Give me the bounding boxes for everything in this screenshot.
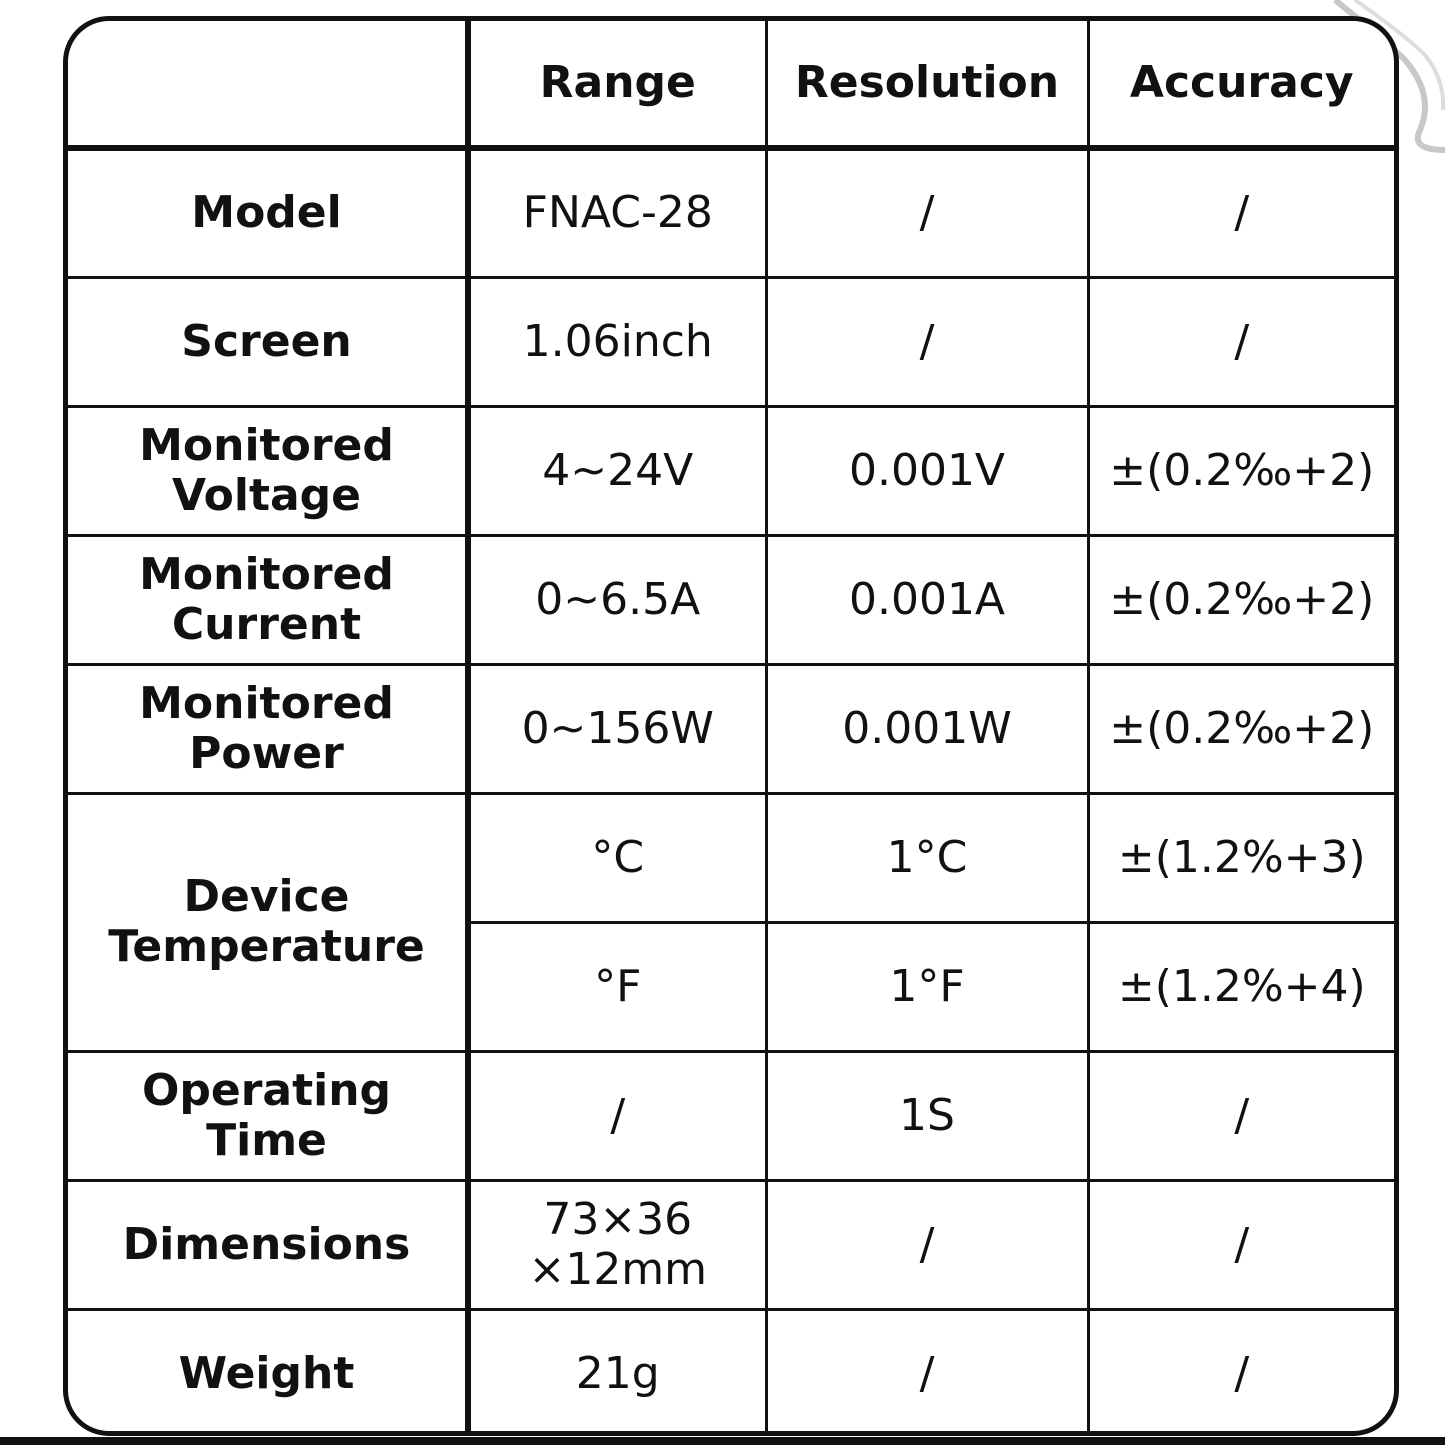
resolution-temperature-f: 1°F bbox=[766, 922, 1088, 1051]
range-line: / bbox=[610, 1089, 626, 1141]
range-voltage bbox=[468, 406, 766, 535]
accuracy-voltage: ±(0.2‰+2) bbox=[1088, 406, 1394, 535]
range-line: 73×36 bbox=[543, 1193, 693, 1245]
header-row bbox=[68, 21, 1394, 148]
row-screen bbox=[68, 277, 1394, 406]
row-model bbox=[68, 148, 1394, 277]
resolution-weight: / bbox=[766, 1309, 1088, 1436]
range-line: FNAC-28 bbox=[522, 187, 713, 239]
label-weight bbox=[68, 1309, 468, 1436]
label-line: Monitored bbox=[139, 677, 394, 729]
label-line: Screen bbox=[181, 315, 352, 367]
range-line: 1.06inch bbox=[522, 315, 713, 367]
label-current bbox=[68, 535, 468, 664]
resolution-voltage: 0.001V bbox=[766, 406, 1088, 535]
accuracy-weight: / bbox=[1088, 1309, 1394, 1436]
row-voltage bbox=[68, 406, 1394, 535]
range-line: 0~6.5A bbox=[535, 573, 701, 625]
range-weight bbox=[468, 1309, 766, 1436]
label-line: Operating bbox=[141, 1064, 392, 1116]
accuracy-power: ±(0.2‰+2) bbox=[1088, 664, 1394, 793]
range-model bbox=[468, 148, 766, 277]
label-line: Temperature bbox=[108, 921, 425, 972]
label-line: Time bbox=[206, 1114, 327, 1166]
spec-table-frame bbox=[63, 16, 1399, 1436]
resolution-operating-time: 1S bbox=[766, 1051, 1088, 1180]
label-line: Monitored bbox=[139, 548, 394, 600]
accuracy-operating-time: / bbox=[1088, 1051, 1394, 1180]
range-line: 21g bbox=[575, 1348, 660, 1400]
label-operating-time bbox=[68, 1051, 468, 1180]
label-model bbox=[68, 148, 468, 277]
label-line: Model bbox=[191, 187, 342, 239]
resolution-temperature-c: 1°C bbox=[766, 793, 1088, 922]
resolution-current: 0.001A bbox=[766, 535, 1088, 664]
label-line: Dimensions bbox=[122, 1218, 411, 1270]
range-power bbox=[468, 664, 766, 793]
spec-table bbox=[68, 21, 1394, 1436]
label-screen bbox=[68, 277, 468, 406]
range-temperature-f bbox=[468, 922, 766, 1051]
row-weight bbox=[68, 1309, 1394, 1436]
row-operating-time bbox=[68, 1051, 1394, 1180]
row-dimensions bbox=[68, 1180, 1394, 1309]
label-line: Device bbox=[183, 871, 350, 922]
resolution-dimensions: / bbox=[766, 1180, 1088, 1309]
range-operating-time bbox=[468, 1051, 766, 1180]
label-line: Monitored bbox=[139, 419, 394, 471]
accuracy-current: ±(0.2‰+2) bbox=[1088, 535, 1394, 664]
label-line: Current bbox=[171, 598, 362, 650]
range-dimensions bbox=[468, 1180, 766, 1309]
range-screen bbox=[468, 277, 766, 406]
accuracy-screen: / bbox=[1088, 277, 1394, 406]
range-line: 0~156W bbox=[521, 702, 714, 754]
header-corner bbox=[68, 21, 468, 148]
label-line: Voltage bbox=[171, 469, 362, 521]
label-line: Power bbox=[189, 727, 344, 779]
row-temperature-c bbox=[68, 793, 1394, 922]
label-power bbox=[68, 664, 468, 793]
resolution-screen: / bbox=[766, 277, 1088, 406]
label-temperature bbox=[68, 793, 468, 1051]
resolution-power: 0.001W bbox=[766, 664, 1088, 793]
resolution-model: / bbox=[766, 148, 1088, 277]
header-accuracy: Accuracy bbox=[1088, 21, 1394, 148]
range-line: ×12mm bbox=[528, 1243, 708, 1295]
label-dimensions bbox=[68, 1180, 468, 1309]
bottom-divider bbox=[0, 1437, 1445, 1445]
accuracy-model: / bbox=[1088, 148, 1394, 277]
row-power bbox=[68, 664, 1394, 793]
header-resolution: Resolution bbox=[766, 21, 1088, 148]
label-line: Weight bbox=[178, 1348, 355, 1400]
range-line: °F bbox=[594, 960, 642, 1012]
accuracy-dimensions: / bbox=[1088, 1180, 1394, 1309]
label-voltage bbox=[68, 406, 468, 535]
range-line: °C bbox=[591, 831, 645, 883]
accuracy-temperature-c: ±(1.2%+3) bbox=[1088, 793, 1394, 922]
range-temperature-c bbox=[468, 793, 766, 922]
range-current bbox=[468, 535, 766, 664]
row-current bbox=[68, 535, 1394, 664]
range-line: 4~24V bbox=[542, 444, 694, 496]
header-range: Range bbox=[468, 21, 766, 148]
accuracy-temperature-f: ±(1.2%+4) bbox=[1088, 922, 1394, 1051]
